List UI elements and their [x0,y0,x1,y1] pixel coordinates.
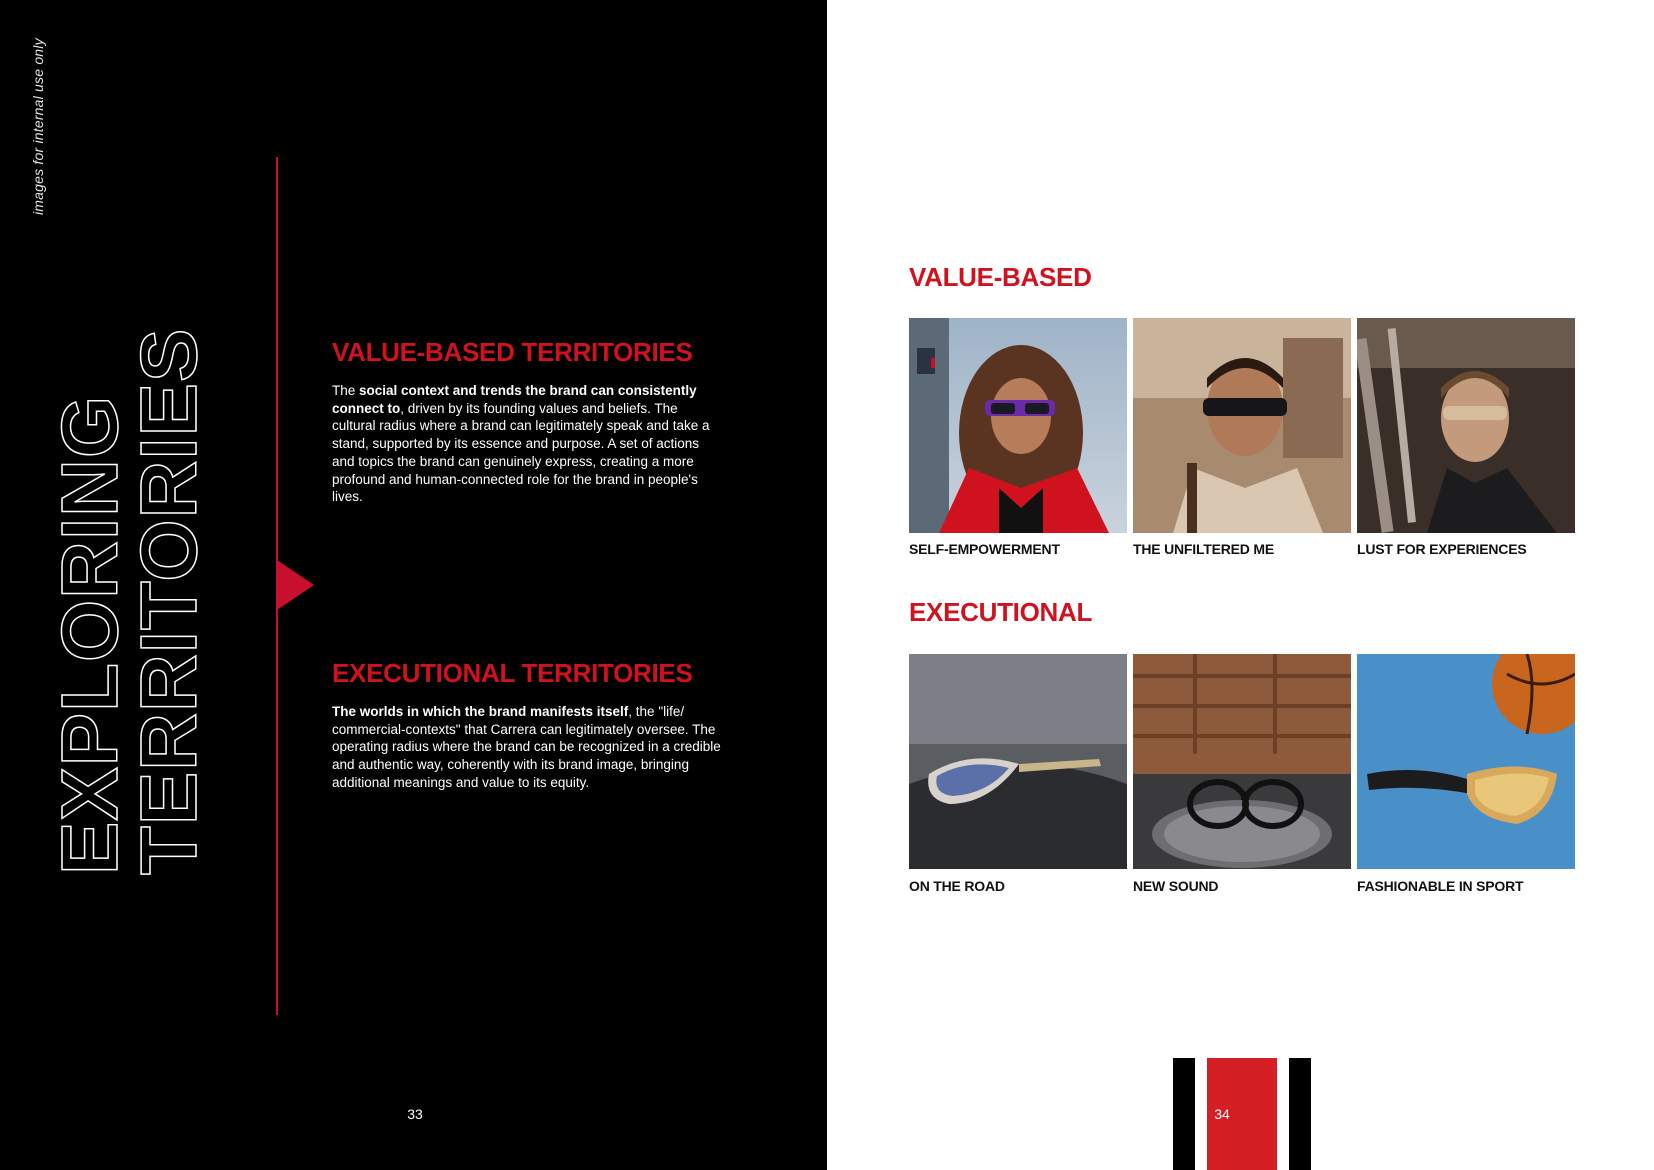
title-line-2: TERRITORIES [124,327,213,875]
man-aviator-photo [1133,318,1351,533]
tile-on-the-road-image [909,654,1127,869]
value-body-rest: , driven by its founding values and beliefs. The cultural radius where a brand can legitimately speak and take a stand, supported by its essence and purpose. A set of actions and topics the brand can genuinely express, creating a more profound and human-connected role for the brand in people's lives. [332,400,710,505]
exploring-territories-title [45,275,213,875]
title-line-1: EXPLORING [45,394,134,875]
tile-label-fashionable-in-sport: FASHIONABLE IN SPORT [1357,878,1524,894]
red-triangle-pointer [277,560,314,610]
internal-use-note: images for internal use only [30,38,46,215]
tile-new-sound-image [1133,654,1351,869]
tile-self-empowerment-image [909,318,1127,533]
woman-red-jacket-photo [909,318,1127,533]
executional-body-rest: , the "life/ commercial-contexts" that Carrera can legitimately oversee. The operating radius where the brand can be recognized in a credible and authentic way, coherently with its brand image, bringing additional meanings and value to its equity. [332,704,721,790]
glasses-on-speaker-photo [1133,654,1351,869]
sport-glasses-basketball-photo [1357,654,1575,869]
tile-label-lust-for-experiences: LUST FOR EXPERIENCES [1357,541,1527,557]
black-stripe-right [1289,1058,1311,1170]
executional-territories-body [332,703,722,792]
goggles-on-car-photo [909,654,1127,869]
tile-fashionable-in-sport-image [1357,654,1575,869]
value-based-territories-block [332,337,722,506]
tile-label-new-sound: NEW SOUND [1133,878,1219,894]
man-in-car-photo [1357,318,1575,533]
page-number-right: 34 [1214,1106,1230,1122]
page-number-left: 33 [407,1106,423,1122]
executional-body-bold: The worlds in which the brand manifests itself [332,704,629,719]
black-stripe-left [1173,1058,1195,1170]
value-body-bold: social context and trends the brand can consistently connect to [332,383,697,416]
tile-unfiltered-me-image [1133,318,1351,533]
tile-label-on-the-road: ON THE ROAD [909,878,1005,894]
right-page [827,0,1654,1170]
tile-label-unfiltered-me: THE UNFILTERED ME [1133,541,1275,557]
value-body-prefix: The [332,383,360,398]
value-based-territories-body [332,382,722,506]
executional-territories-block [332,658,722,792]
value-based-heading: VALUE-BASED [909,262,1092,292]
value-based-territories-heading: VALUE-BASED TERRITORIES [332,337,693,367]
tile-lust-for-experiences-image [1357,318,1575,533]
executional-heading: EXECUTIONAL [909,597,1093,627]
tile-label-self-empowerment: SELF-EMPOWERMENT [909,541,1060,557]
executional-territories-heading: EXECUTIONAL TERRITORIES [332,658,693,688]
